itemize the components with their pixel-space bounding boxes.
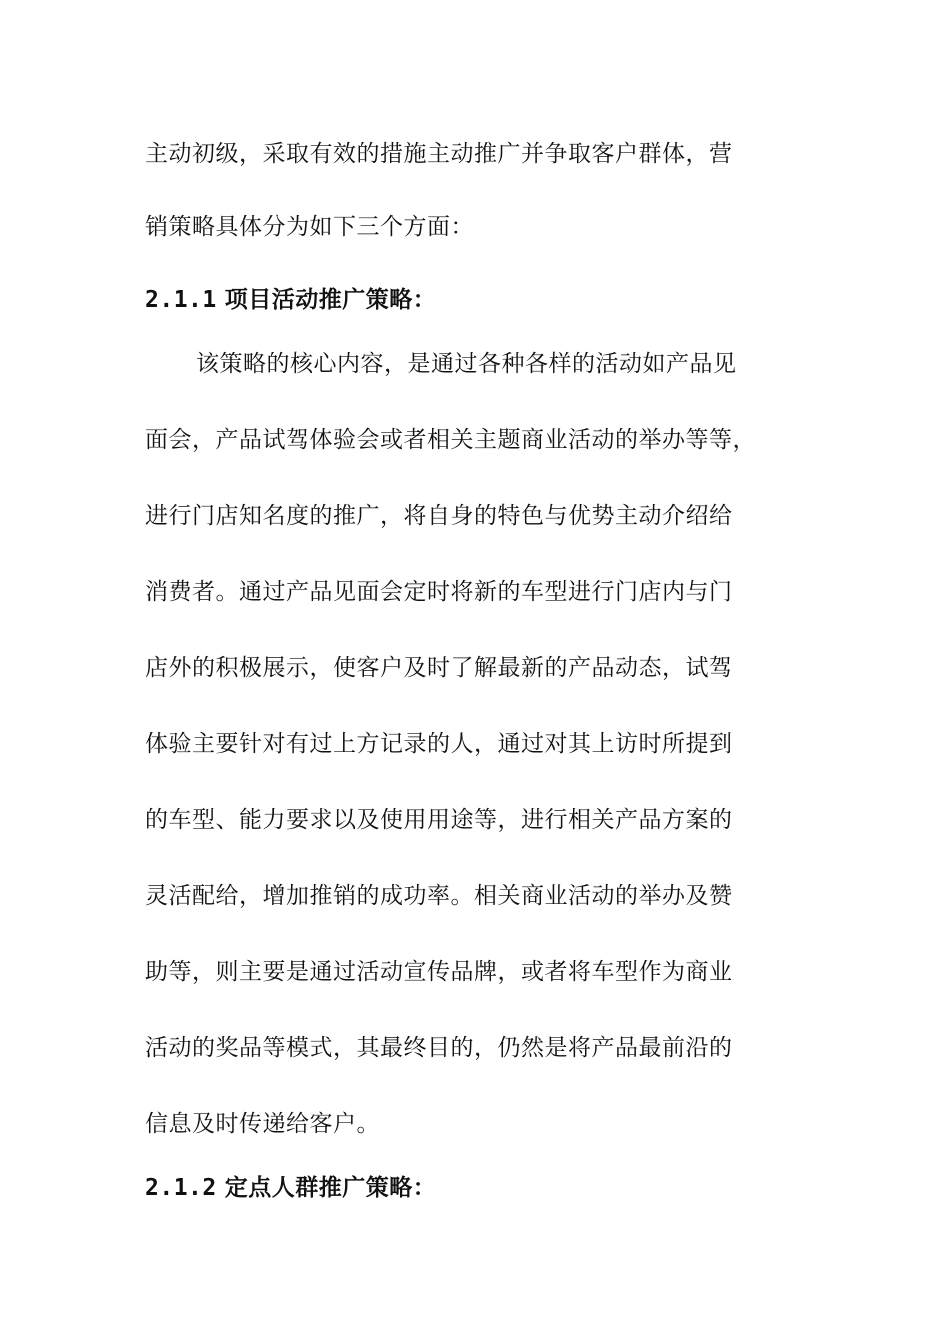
paragraph-line-7: 的车型、能力要求以及使用用途等，进行相关产品方案的 [145, 807, 733, 833]
section-heading-2-1-2 [145, 1173, 436, 1203]
section-heading-2-1-1 [145, 285, 436, 315]
paragraph-line-1: 该策略的核心内容，是通过各种各样的活动如产品见 [196, 351, 737, 377]
paragraph-line-2: 面会，产品试驾体验会或者相关主题商业活动的举办等等， [145, 427, 756, 453]
section-title: 项目活动推广策略： [224, 287, 437, 313]
paragraph-line-8: 灵活配给，增加推销的成功率。相关商业活动的举办及赞 [145, 883, 733, 909]
paragraph-line-3: 进行门店知名度的推广，将自身的特色与优势主动介绍给 [145, 503, 733, 529]
intro-line-1: 主动初级，采取有效的措施主动推广并争取客户群体，营 [145, 141, 733, 167]
intro-line-2: 销策略具体分为如下三个方面： [145, 214, 474, 240]
section-number: 2.1.2 [145, 1175, 217, 1201]
paragraph-line-6: 体验主要针对有过上方记录的人，通过对其上访时所提到 [145, 731, 733, 757]
paragraph-line-11: 信息及时传递给客户。 [145, 1111, 380, 1137]
paragraph-line-5: 店外的积极展示，使客户及时了解最新的产品动态，试驾 [145, 655, 733, 681]
section-title: 定点人群推广策略： [224, 1175, 437, 1201]
section-number: 2.1.1 [145, 287, 217, 313]
paragraph-line-9: 助等，则主要是通过活动宣传品牌，或者将车型作为商业 [145, 959, 733, 985]
paragraph-line-4: 消费者。通过产品见面会定时将新的车型进行门店内与门 [145, 579, 733, 605]
paragraph-line-10: 活动的奖品等模式，其最终目的，仍然是将产品最前沿的 [145, 1035, 733, 1061]
